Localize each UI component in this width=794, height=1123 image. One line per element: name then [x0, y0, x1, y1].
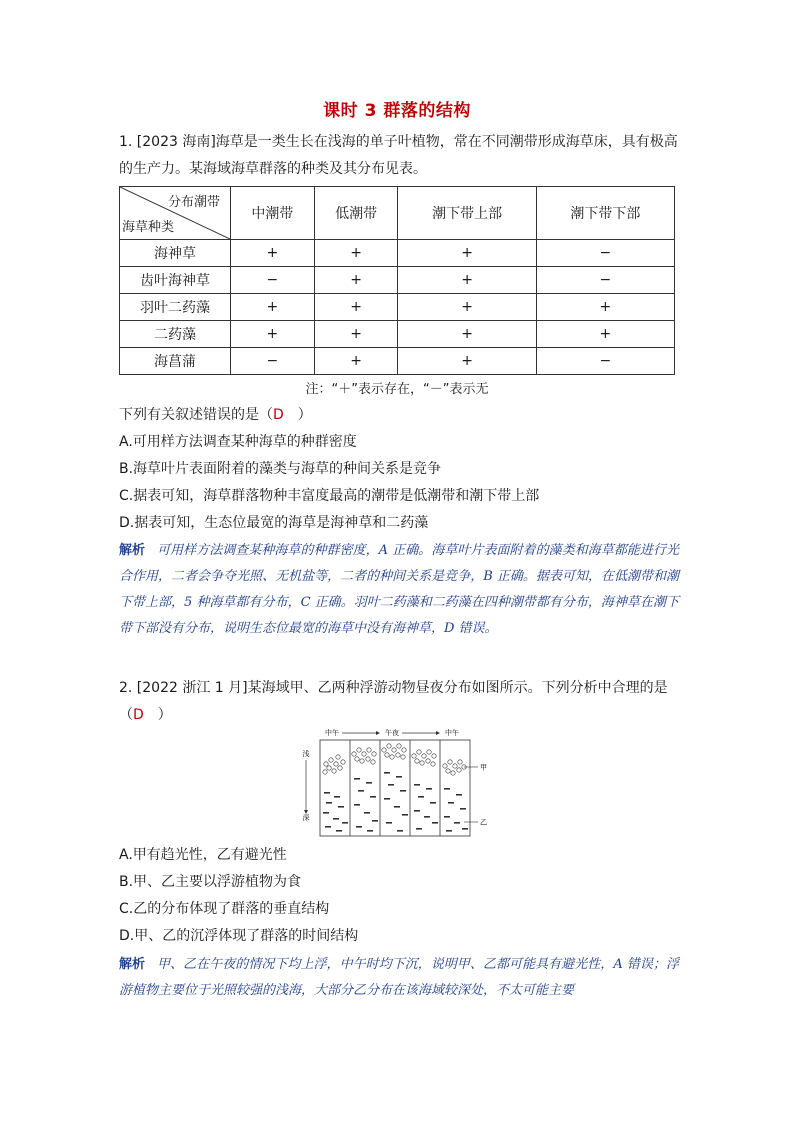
corner-label-species: 海草种类 [122, 220, 175, 235]
label-noon-2: 中午 [445, 729, 459, 737]
q1-question-close: ） [283, 407, 312, 423]
column-header: 潮下带上部 [398, 187, 536, 240]
table-cell: + [398, 348, 536, 375]
q1-question-text: 下列有关叙述错误的是（ [119, 407, 273, 423]
row-name: 羽叶二药藻 [120, 294, 231, 321]
q2-answer-close: ） [143, 707, 172, 723]
column-header: 中潮带 [231, 187, 315, 240]
table-cell: − [231, 267, 315, 294]
table-cell: − [231, 348, 315, 375]
q1-answer: D [273, 407, 284, 423]
table-cell: + [231, 321, 315, 348]
species-yi-clusters [323, 772, 468, 832]
table-header-row [120, 187, 675, 240]
q2-explanation-tag: 解析 [119, 957, 146, 972]
arrow-1-head [376, 731, 380, 735]
q1-option-c: C.据表可知，海草群落物种丰富度最高的潮带是低潮带和潮下带上部 [119, 488, 540, 504]
corner-label-zone: 分布潮带 [167, 195, 220, 210]
column-header: 潮下带下部 [536, 187, 674, 240]
q2-option-c: C.乙的分布体现了群落的垂直结构 [119, 901, 330, 917]
table-cell: − [536, 267, 674, 294]
table-cell: + [398, 294, 536, 321]
q2-option-d: D.甲、乙的沉浮体现了群落的时间结构 [119, 928, 359, 944]
seagrass-distribution-table [119, 186, 675, 375]
q1-option-a: A.可用样方法调查某种海草的种群密度 [119, 434, 357, 450]
row-name: 海神草 [120, 240, 231, 267]
q2-answer: D [133, 707, 144, 723]
row-name: 海菖蒲 [120, 348, 231, 375]
label-shallow: 浅 [302, 750, 310, 758]
table-cell: + [536, 321, 674, 348]
species-jia-circles [323, 744, 466, 775]
arrow-2-head [436, 731, 440, 735]
q2-answer-line [119, 705, 172, 725]
q1-explanation [119, 538, 679, 642]
q1-option-d: D.据表可知，生态位最宽的海草是海神草和二药藻 [119, 515, 429, 531]
table-cell: + [398, 321, 536, 348]
table-cell: + [314, 267, 398, 294]
table-cell: − [536, 348, 674, 375]
table-corner-cell [120, 187, 231, 240]
table-row [120, 348, 675, 375]
table-note: 注：“＋”表示存在，“－”表示无 [305, 382, 489, 397]
table-cell: + [536, 294, 674, 321]
label-midnight: 午夜 [385, 729, 399, 737]
table-cell: + [314, 294, 398, 321]
page-title: 课时 3 群落的结构 [323, 101, 471, 121]
label-noon-1: 中午 [325, 729, 339, 737]
q2-stem-line1: 2. [2022 浙江 1 月]某海域甲、乙两种浮游动物昼夜分布如图所示。下列分析中合理的是 [119, 680, 668, 696]
plankton-distribution-figure [296, 726, 496, 838]
q1-stem-line2: 的生产力。某海域海草群落的种类及其分布见表。 [119, 161, 427, 177]
q1-explanation-tag: 解析 [119, 543, 146, 558]
q1-question [119, 405, 312, 425]
table-cell: + [314, 321, 398, 348]
table-cell: − [536, 240, 674, 267]
row-name: 齿叶海神草 [120, 267, 231, 294]
table-row [120, 240, 675, 267]
q2-answer-open: （ [119, 707, 133, 723]
table-row [120, 321, 675, 348]
label-yi: 乙 [480, 818, 487, 827]
table-cell: + [398, 240, 536, 267]
table-cell: + [314, 348, 398, 375]
table-cell: + [231, 294, 315, 321]
table-cell: + [314, 240, 398, 267]
label-deep: 深 [302, 814, 310, 822]
table-cell: + [398, 267, 536, 294]
q1-explanation-text: 可用样方法调查某种海草的种群密度，A 正确。海草叶片表面附着的藻类和海草都能进行光合作用，二者会争夺光照、无机盐等，二者的种间关系是竞争，B 正确。据表可知，在低潮带和潮下带上部，5 种海草都有分布，C 正确。羽叶二药藻和二药藻在四种潮带都有分布，海神草在潮下带下部没有分布，说明生态位最宽的海草中没有海神草，D 错误。 [119, 543, 679, 636]
q2-option-a: A.甲有趋光性，乙有避光性 [119, 847, 287, 863]
table-row [120, 267, 675, 294]
q1-stem-line1: 1. [2023 海南]海草是一类生长在浅海的单子叶植物，常在不同潮带形成海草床，具有极高 [119, 134, 678, 150]
label-jia: 甲 [480, 763, 487, 772]
row-name: 二药藻 [120, 321, 231, 348]
q2-explanation-text: 甲、乙在午夜的情况下均上浮，中午时均下沉，说明甲、乙都可能具有避光性，A 错误；浮游植物主要位于光照较强的浅海，大部分乙分布在该海域较深处，不太可能主要 [119, 957, 679, 998]
q2-explanation [119, 952, 679, 1004]
q1-option-b: B.海草叶片表面附着的藻类与海草的种间关系是竞争 [119, 461, 442, 477]
table-row [120, 294, 675, 321]
table-cell: + [231, 240, 315, 267]
column-header: 低潮带 [314, 187, 398, 240]
q2-option-b: B.甲、乙主要以浮游植物为食 [119, 874, 302, 890]
